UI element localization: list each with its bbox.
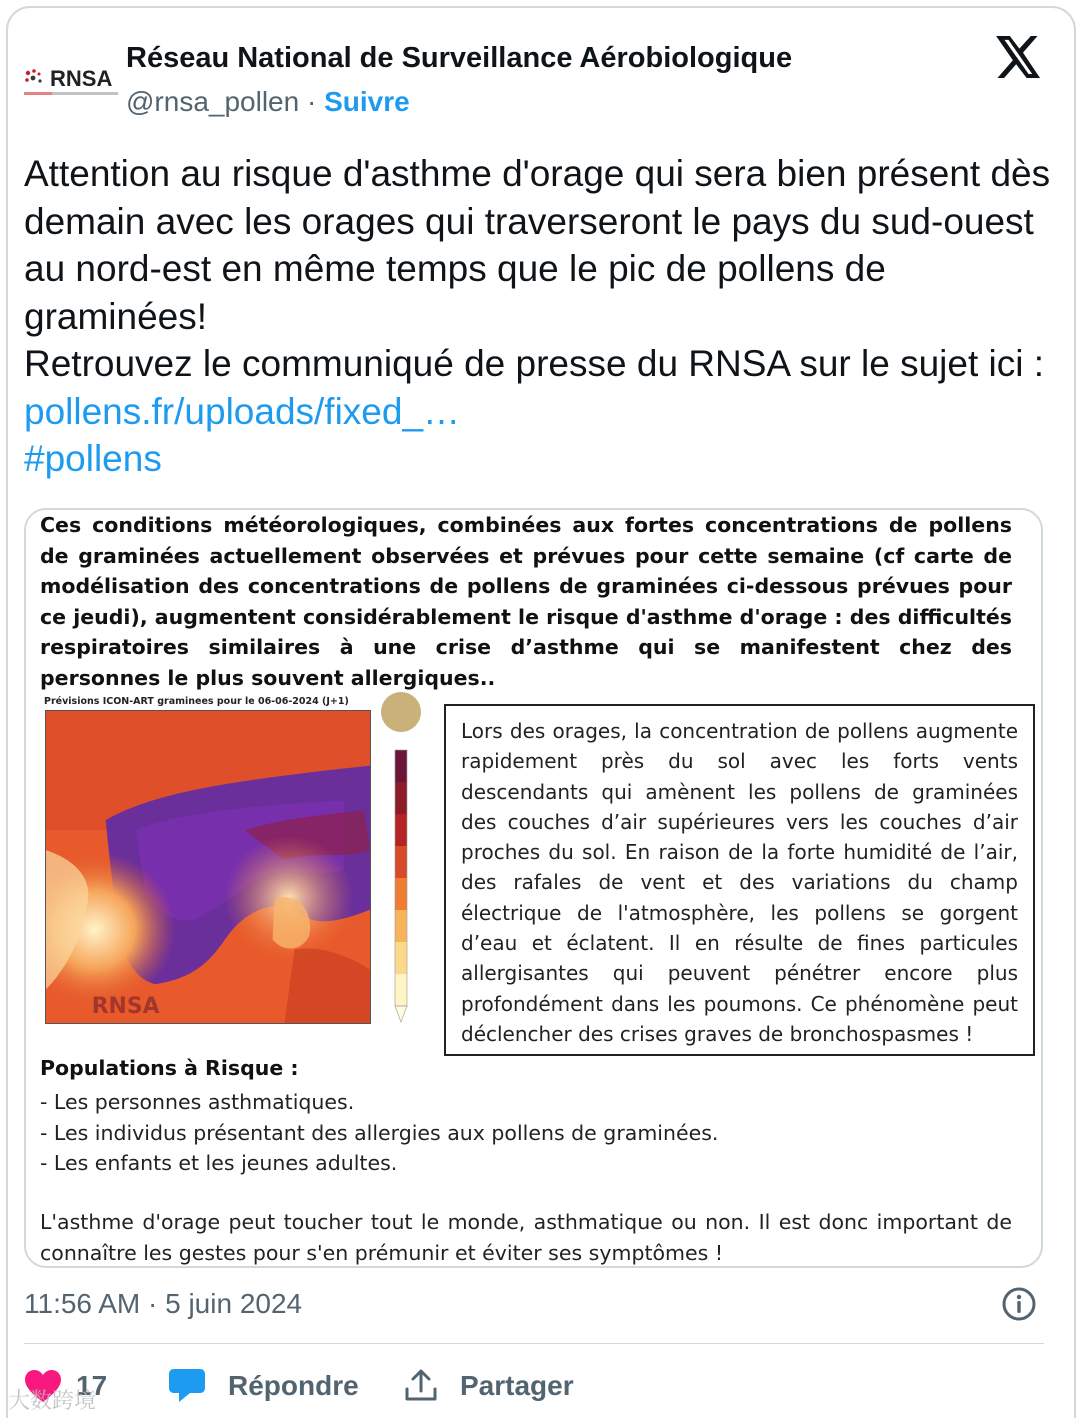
account-name[interactable]: Réseau National de Surveillance Aérobiologique bbox=[126, 42, 793, 74]
action-bar bbox=[24, 1364, 1044, 1408]
handle-row bbox=[126, 86, 410, 118]
pollen-forecast-map bbox=[45, 710, 371, 1024]
map-title: Prévisions ICON-ART graminees pour le 06-06-2024 (J+1) bbox=[44, 696, 349, 707]
follow-button[interactable]: Suivre bbox=[324, 86, 410, 117]
populations-title: Populations à Risque : bbox=[40, 1056, 299, 1080]
like-count: 17 bbox=[76, 1370, 108, 1401]
media-outro-text: L'asthme d'orage peut toucher tout le monde, asthmatique ou non. Il est donc important de connaître les gestes pour s'en prémunir et éviter ses symptômes ! bbox=[40, 1210, 1012, 1265]
list-item: - Les enfants et les jeunes adultes. bbox=[40, 1151, 398, 1175]
share-label: Partager bbox=[460, 1370, 574, 1401]
description-box: Lors des orages, la concentration de pollens augmente rapidement près du sol avec les forts vents descendants qui amènent les pollens de graminées des couches d’air supérieures vers les couches d’air proches du sol. En raison de la forte humidité de l’air, des rafales de vent et des variations du champ électrique de l'atmosphère, les pollens se gorgent d’eau et éclatent. Il en résulte de fines particules allergisantes qui peuvent pénétrer encore plus profondément dans les poumons. Ce phénomène peut déclencher des crises graves de bronchospasmes ! bbox=[444, 704, 1035, 1056]
rnsa-logo-icon bbox=[24, 68, 46, 86]
tweet-timestamp[interactable]: 11:56 AM · 5 juin 2024 bbox=[24, 1288, 303, 1319]
tweet-link[interactable]: pollens.fr/uploads/fixed_… bbox=[24, 390, 461, 432]
x-logo-icon[interactable] bbox=[996, 36, 1042, 78]
account-handle[interactable]: @rnsa_pollen bbox=[126, 86, 300, 117]
list-item: - Les individus présentant des allergies aux pollens de graminées. bbox=[40, 1120, 719, 1145]
colorbar-legend bbox=[381, 690, 421, 1030]
tweet-media[interactable] bbox=[24, 508, 1043, 1268]
reply-bubble-icon bbox=[168, 1368, 206, 1404]
media-intro-text: Ces conditions météorologiques, combinées aux fortes concentrations de pollens de graminées actuellement observées et prévues pour cette semaine (cf carte de modélisation des concentrations de pollens de graminées ci-dessous prévues pour ce jeudi), augmentent considérablement le risque d'asthme d'orage : des difficultés respiratoires similaires à une crise d’asthme qui se manifestent chez des personnes le plus souvent allergiques.. bbox=[40, 513, 1012, 690]
tweet-text bbox=[24, 150, 1054, 483]
tweet-body: Attention au risque d'asthme d'orage qui sera bien présent dès demain avec les orages qui traverseront le pays du sud-ouest au nord-est en même temps que le pic de pollens de graminées! bbox=[24, 153, 1051, 337]
hashtag-link[interactable]: #pollens bbox=[24, 438, 162, 479]
watermark: 大数跨境 bbox=[8, 1388, 97, 1413]
handle-separator: · bbox=[306, 86, 317, 117]
list-item: - Les personnes asthmatiques. bbox=[40, 1090, 355, 1114]
account-avatar[interactable] bbox=[24, 66, 118, 98]
divider bbox=[24, 1343, 1044, 1344]
map-watermark-logo: RNSA bbox=[91, 994, 160, 1020]
logo-underline bbox=[24, 92, 118, 95]
share-icon bbox=[404, 1369, 438, 1403]
tweet-body-2: Retrouvez le communiqué de presse du RNSA sur le sujet ici : bbox=[24, 343, 1045, 384]
reply-label: Répondre bbox=[228, 1370, 359, 1401]
logo-text: RNSA bbox=[50, 66, 113, 91]
share-button[interactable] bbox=[404, 1364, 574, 1408]
info-icon[interactable] bbox=[1001, 1286, 1037, 1322]
reply-button[interactable] bbox=[168, 1364, 359, 1408]
populations-list bbox=[40, 1087, 718, 1179]
